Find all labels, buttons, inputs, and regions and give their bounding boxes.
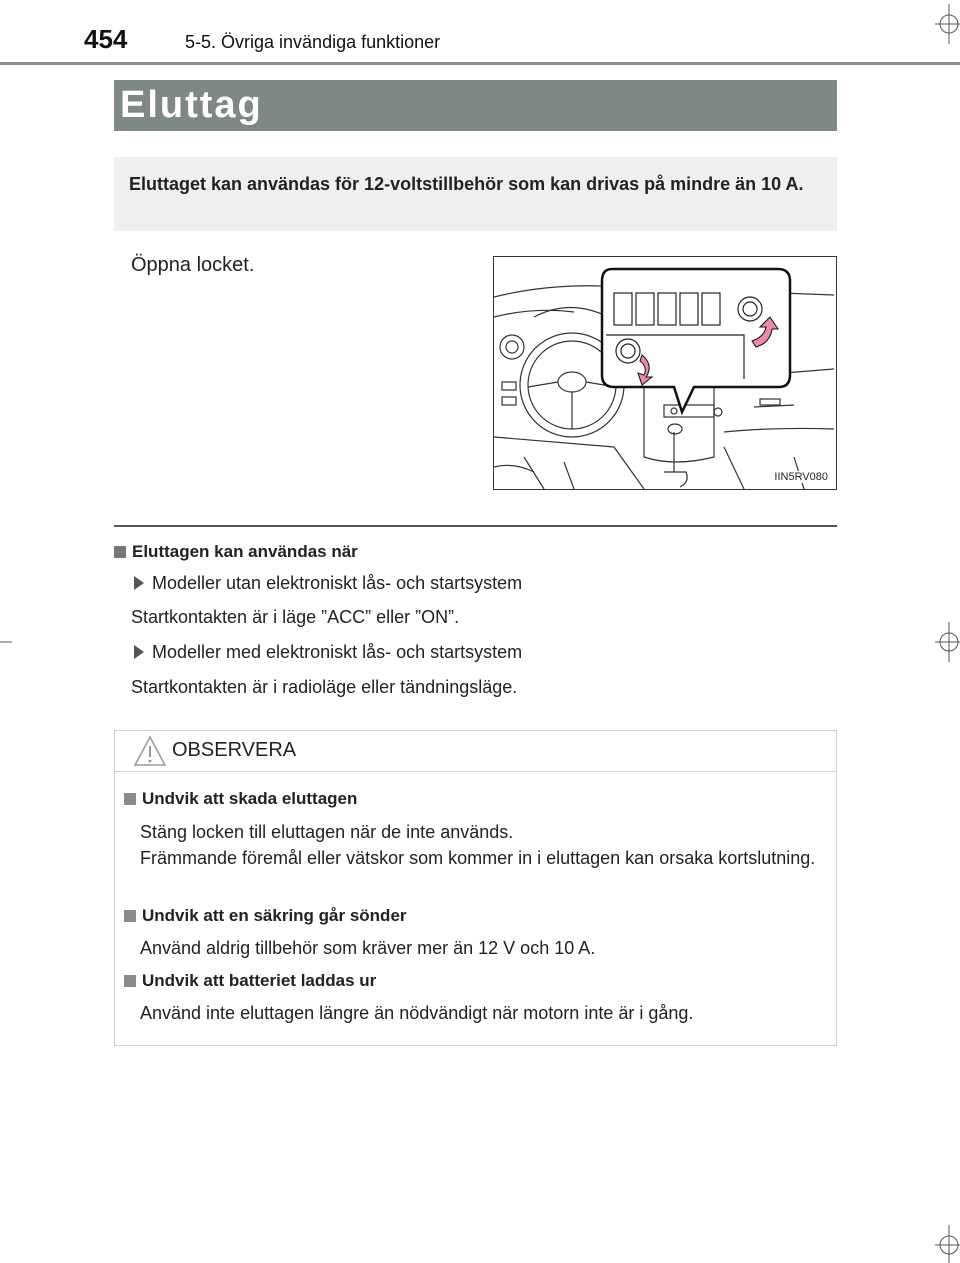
warning-line: Använd aldrig tillbehör som kräver mer än 12 V och 10 A. (140, 938, 596, 958)
triangle-bullet-icon (134, 576, 144, 590)
page-title: Eluttag (120, 84, 263, 126)
intro-box (114, 157, 837, 231)
warning-body-3 (140, 1000, 824, 1026)
intro-text: Eluttaget kan användas för 12-voltstillbehör som kan drivas på mindre än 10 A. (129, 174, 804, 194)
title-band (114, 80, 837, 131)
warning-heading-1 (124, 789, 357, 809)
warning-heading-2-text: Undvik att en säkring går sönder (142, 906, 407, 925)
header-rule (0, 62, 960, 65)
warning-line: Främmande föremål eller vätskor som kommer in i eluttagen kan orsaka kortslutning. (140, 848, 816, 868)
warning-heading-3-text: Undvik att batteriet laddas ur (142, 971, 377, 990)
warning-line: Stäng locken till eluttagen när de inte används. (140, 822, 514, 842)
conditions-heading (114, 542, 358, 562)
condition-text-1: Startkontakten är i läge ”ACC” eller ”ON”. (131, 607, 460, 627)
conditions-heading-text: Eluttagen kan användas när (132, 542, 358, 561)
crop-mark-top-right (935, 4, 960, 44)
crop-mark-bottom-right (935, 1225, 960, 1263)
square-bullet-icon (124, 793, 136, 805)
square-bullet-icon (124, 910, 136, 922)
warning-line: Använd inte eluttagen längre än nödvändigt när motorn inte är i gång. (140, 1003, 694, 1023)
warning-triangle-icon (133, 735, 167, 767)
warning-body-1 (140, 819, 824, 871)
warning-body-2 (140, 935, 824, 961)
warning-title: OBSERVERA (172, 739, 297, 761)
condition-model-1-text: Modeller utan elektroniskt lås- och startsystem (152, 573, 523, 593)
warning-box (114, 730, 837, 1046)
section-divider (114, 525, 837, 527)
condition-model-2-text: Modeller med elektroniskt lås- och startsystem (152, 642, 523, 662)
warning-header (115, 731, 836, 772)
section-label: 5-5. Övriga invändiga funktioner (185, 32, 441, 52)
dashboard-drawing (494, 257, 836, 489)
dashboard-illustration (493, 256, 837, 490)
step-text: Öppna locket. (131, 254, 255, 276)
warning-heading-2 (124, 906, 407, 926)
figure-code: IIN5RV080 (774, 471, 828, 483)
page-number: 454 (84, 24, 128, 54)
condition-model-1 (134, 573, 522, 594)
condition-model-2 (134, 642, 522, 663)
crop-mark-mid-right (935, 622, 960, 662)
triangle-bullet-icon (134, 645, 144, 659)
square-bullet-icon (114, 546, 126, 558)
square-bullet-icon (124, 975, 136, 987)
crop-mark-left (0, 636, 12, 648)
condition-text-2: Startkontakten är i radioläge eller tändningsläge. (131, 677, 518, 697)
warning-heading-1-text: Undvik att skada eluttagen (142, 789, 358, 808)
warning-heading-3 (124, 971, 376, 991)
